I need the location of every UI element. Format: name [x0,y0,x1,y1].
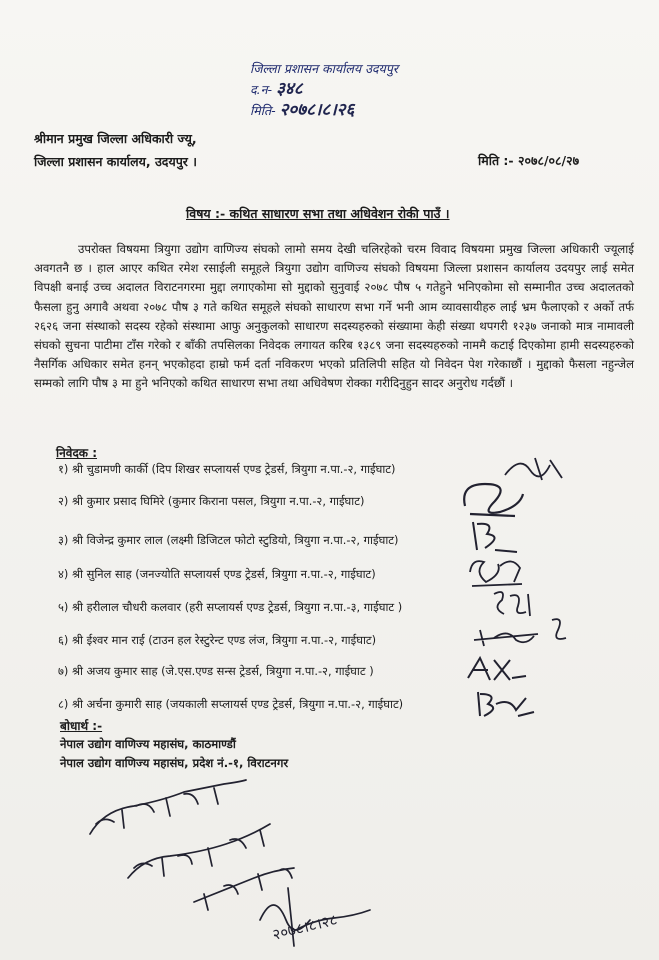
applicant-line: ३) श्री विजेन्द्र कुमार लाल (लक्ष्मी डिजिटल फोटो स्टुडियो, त्रियुगा न.पा.-२, गाईघाट) [58,533,399,547]
applicants-title: निवेदक : [56,446,98,460]
cc-line: नेपाल उद्योग वाणिज्य महासंघ, प्रदेश नं.-१, विराटनगर [60,756,289,770]
stamp-office: जिल्ला प्रशासन कार्यालय उदयपुर [250,61,399,76]
letter-date: मिति :- २०७८/०८/२७ [478,153,580,168]
stamp-date-value: २०७८।८।२६ [279,100,355,120]
applicant-line: ५) श्री हरीलाल चौधरी कलवार (हरी सप्लायर्स एण्ड ट्रेडर्स, त्रियुगा न.पा.-३, गाईघाट ) [58,600,403,614]
letter-subject: विषय :- कथित साधारण सभा तथा अधिवेशन रोकी पाउँ । [186,206,450,221]
applicant-line: २) श्री कुमार प्रसाद घिमिरे (कुमार किराना पसल, त्रियुगा न.पा.-२, गाईघाट) [58,494,365,508]
applicant-line: ६) श्री ईश्वर मान राई (टाउन हल रेस्टुरेन्ट एण्ड लंज, त्रियुगा न.पा.-२, गाईघाट) [58,633,377,647]
signature-2 [455,476,530,521]
stamp-darta-label: द.न- [250,82,273,97]
signature-7 [460,652,530,686]
applicant-line: ४) श्री सुनिल साह (जनज्योति सप्लायर्स एण्ड ट्रेडर्स, त्रियुगा न.पा.-२, गाईघाट) [58,567,376,581]
stamp-date-label: मिति- [250,103,276,118]
recipient-line-1: श्रीमान प्रमुख जिल्ला अधिकारी ज्यू, [34,131,197,146]
handwritten-date: २०७८।८।२८ [270,910,339,944]
applicant-line: १) श्री चुडामणी कार्की (दिप शिखर सप्लायर्स एण्ड ट्रेडर्स, त्रियुगा न.पा.-२, गाईघाट) [58,462,396,476]
applicant-line: ७) श्री अजय कुमार साह (जे.एस.एण्ड सन्स ट्रेडर्स, त्रियुगा न.पा.-२, गाईघाट ) [58,664,374,678]
registration-stamp [250,58,460,121]
recipient-line-2: जिल्ला प्रशासन कार्यालय, उदयपुर । [34,154,197,169]
letter-body: उपरोक्त विषयमा त्रियुगा उद्योग वाणिज्य संघको लामो समय देखी चलिरहेको चरम विवाद विषयमा प्रमुख जिल्ला अधिकारी ज्यूलाई अवगतनै छ । हाल आएर कथित रमेश रसाईली समूहले त्रियुगा उद्योग वाणिज्य संघको विषयमा जिल्ला प्रशासन कार्यालय उदयपुर लाई समेत विपक्षी बनाई उच्च अदालत विराटनगरमा मुद्दा लगाएकोमा सो मुद्दाको सुनुवाई २०७८ पौष ५ गतेहुने भनिएकोमा सो सम्मानीत उच्च अदालतको फैसला हुनु अगावै अथवा २०७८ पौष ३ गते कथित समूहले संघको साधारण सभा गर्ने भनी आम व्यावसायीहरु लाई भ्रम फैलाएको र अर्को तर्फ २६२६ जना संस्थाको सदस्य रहेको संस्थामा आफु अनुकुलको साधारण सदस्यहरुको संख्यामा केही संख्या थपगरी १२३७ जनाको मात्र नामावली संघको सुचना पाटीमा टाँस गरेको र बाँकी तपसिलका निवेदक लगायत करिब १३८९ जना सदस्यहरुको नाममै कटाई दिएकोमा हामी सदस्यहरुको नैसर्गिक अधिकार समेत हनन् भएकोहदा हाम्रो फर्म दर्ता नविकरण भएको प्रतिलिपी सहित यो निवेदन पेश गरेकाछौं । मुद्दाको फैसला नहुन्जेल सम्मको लागि पौष ३ मा हुने भनिएको कथित साधारण सभा तथा अधिवेषण रोक्का गरीदिनुहुन सादर अनुरोध गर्दछौं । [34,242,634,391]
stamp-darta-number: ३४८ [276,79,303,99]
handwritten-forwarding-note [74,770,374,960]
cc-title: बोधार्थ :- [60,719,103,733]
signature-6 [468,612,573,656]
cc-line: नेपाल उद्योग वाणिज्य महासंघ, काठमाण्डौं [60,737,236,751]
applicant-line: ८) श्री अर्चना कुमारी साह (जयकाली सप्लायर्स एण्ड ट्रेडर्स, त्रियुगा न.पा.-२, गाईघाट) [58,697,404,711]
signature-8 [470,686,540,722]
